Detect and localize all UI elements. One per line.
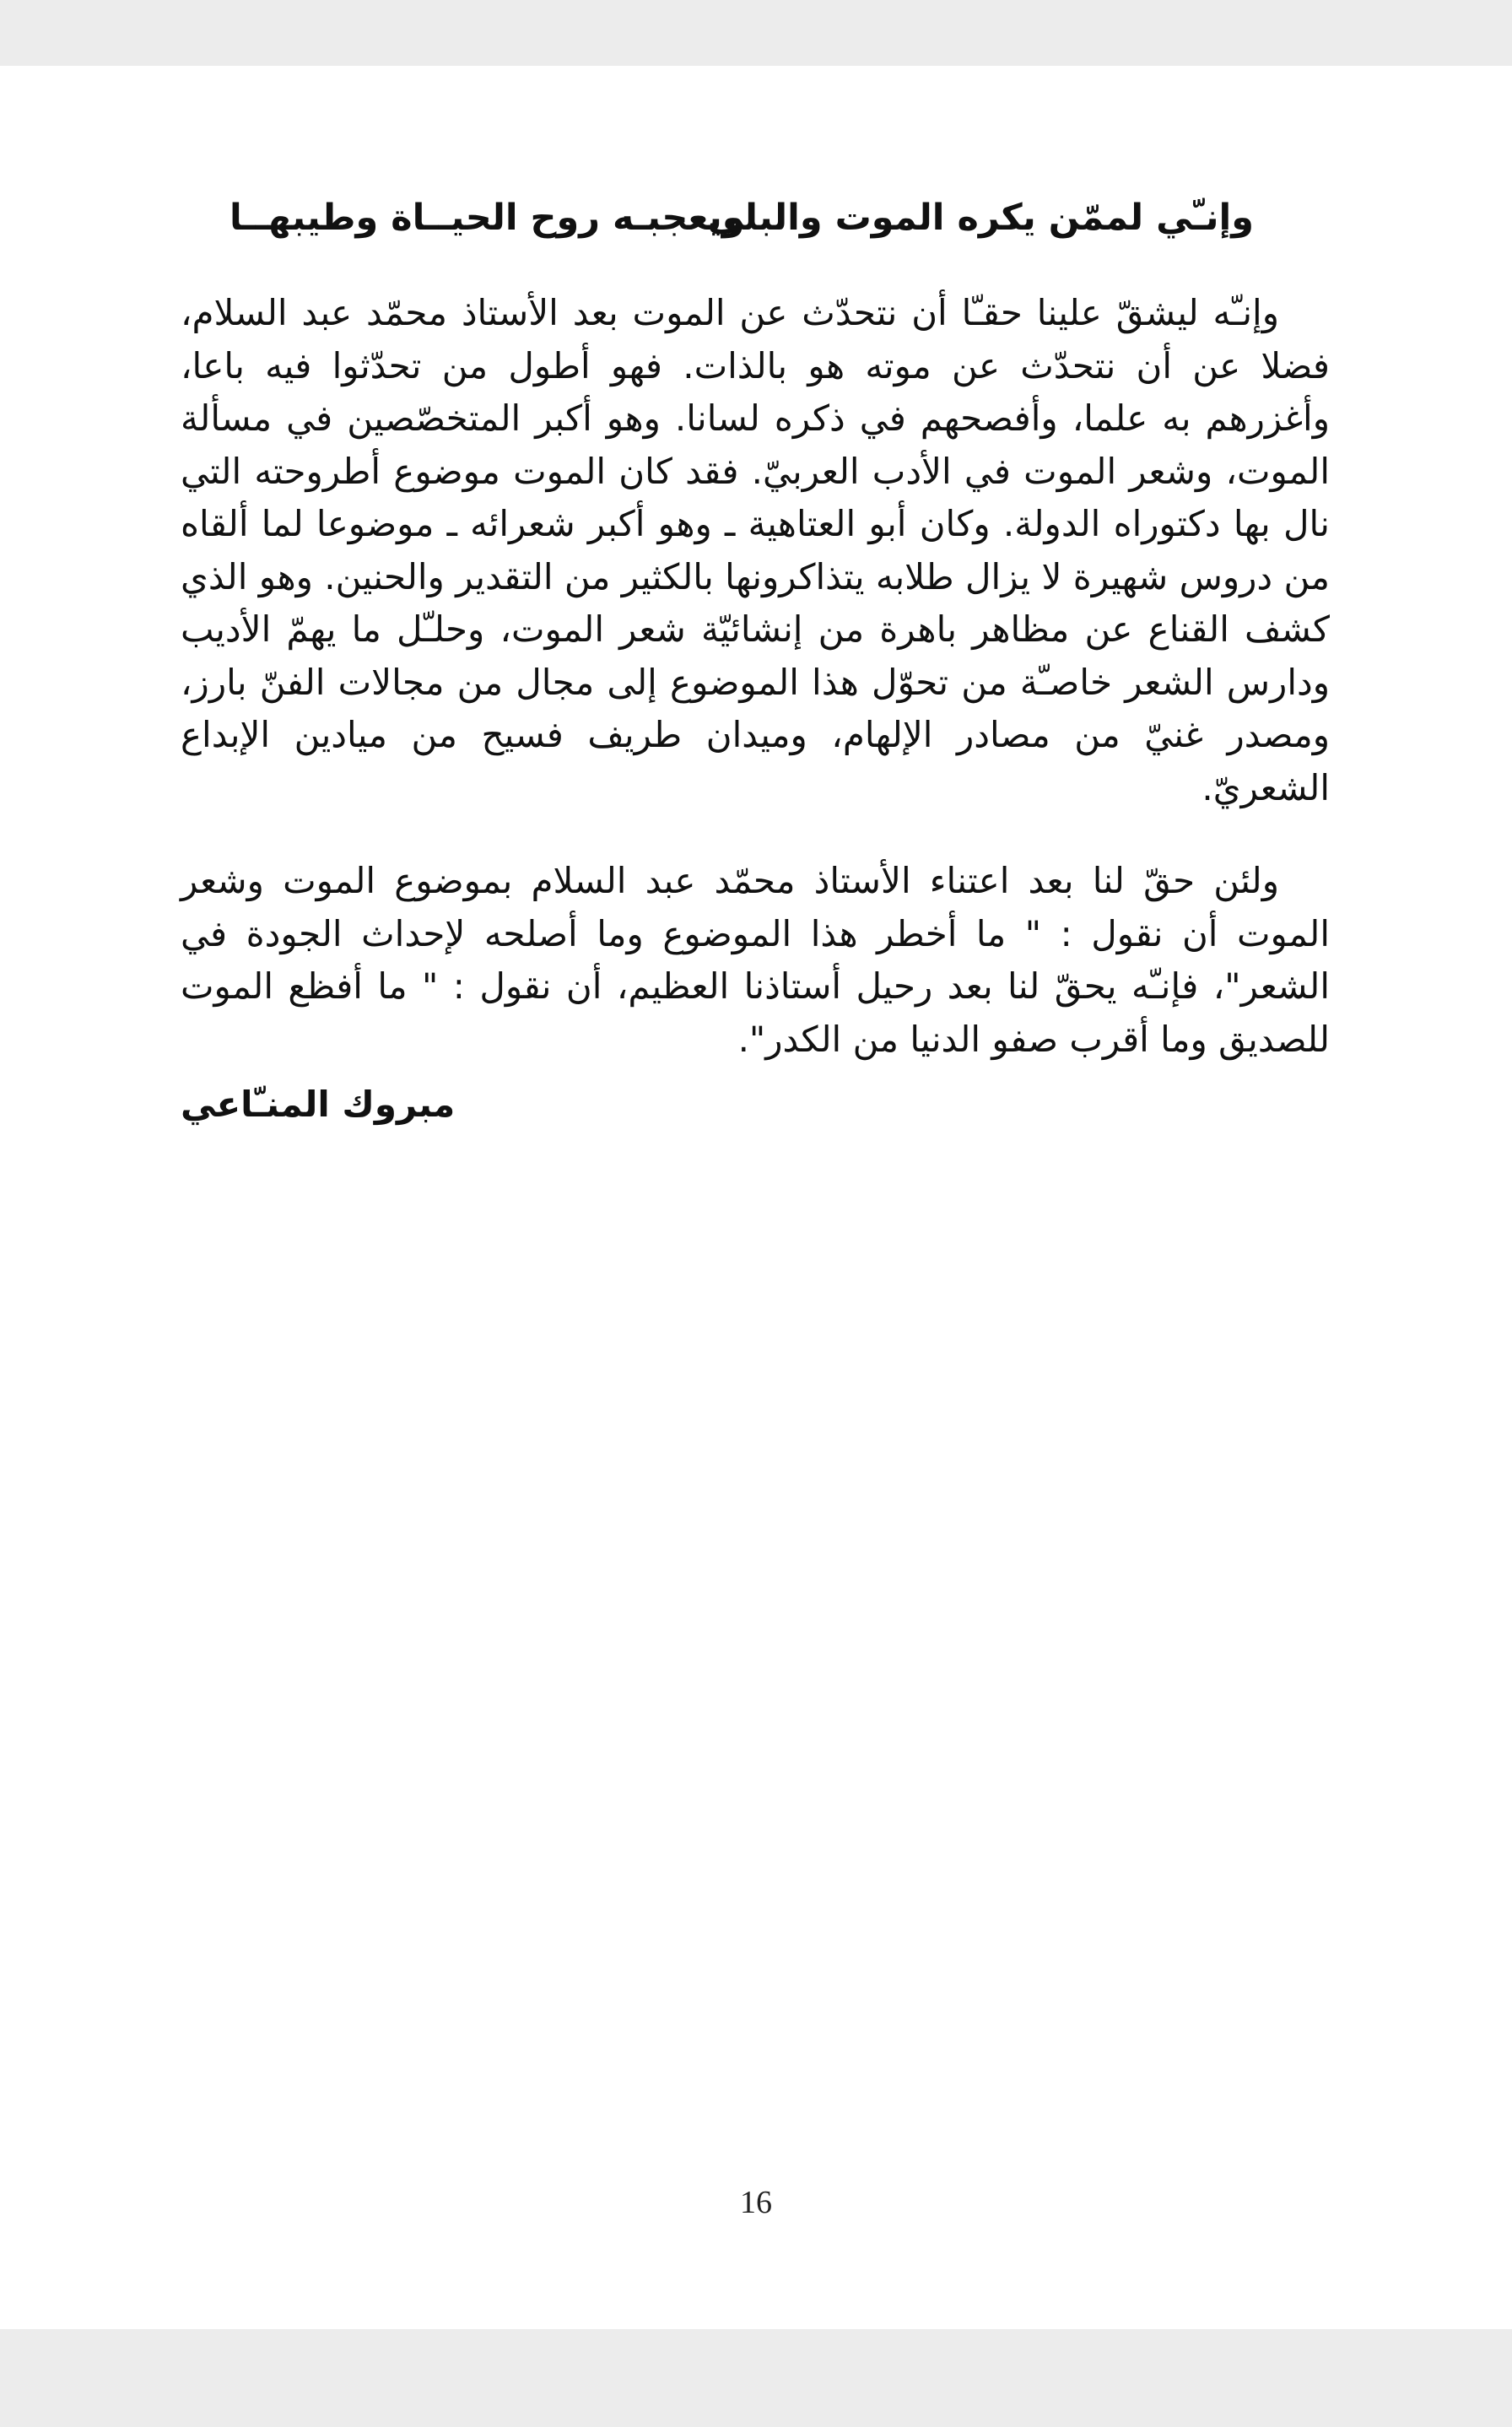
- body-paragraph-2: ولئن حقّ لنا بعد اعتناء الأستاذ محمّد عبد السلام بموضوع الموت وشعر الموت أن نقول : " ما أخطر هذا الموضوع وما أصلحه لإحداث الجودة في الشعر"، فإنـّه يحقّ لنا بعد رحيل أستاذنا العظيم، أن نقول : " ما أفظع الموت للصديق وما أقرب صفو الدنيا من الكدر".: [181, 860, 1330, 1060]
- poem-verse: [181, 188, 1330, 247]
- body-paragraph-1: وإنـّه ليشقّ علينا حقـّا أن نتحدّث عن الموت بعد الأستاذ محمّد عبد السلام، فضلا عن أن نتحدّث عن موته هو بالذات. فهو أطول من تحدّثوا فيه باعا، وأغزرهم به علما، وأفصحهم في ذكره لسانا. وهو أكبر المتخصّصين في مسألة الموت، وشعر الموت في الأدب العربيّ. فقد كان الموت موضوع أطروحته التي نال بها دكتوراه الدولة. وكان أبو العتاهية ـ وهو أكبر شعرائه ـ موضوعا لما ألقاه من دروس شهيرة لا يزال طلابه يتذاكرونها بالكثير من التقدير والحنين. وهو الذي كشف القناع عن مظاهر باهرة من إنشائيّة شعر الموت، وحلـّل ما يهمّ الأديب ودارس الشعر خاصـّة من تحوّل هذا الموضوع إلى مجال من مجالات الفنّ بارز، ومصدر غنيّ من مصادر الإلهام، وميدان طريف فسيح من ميادين الإبداع الشعريّ.: [181, 292, 1330, 808]
- verse-second-hemistich: ويعجبـه روح الحيــاة وطيبهــا: [230, 197, 745, 239]
- page-number: 16: [740, 2185, 772, 2220]
- document-page: [0, 66, 1512, 2329]
- verse-first-hemistich: وإنـّي لممّن يكره الموت والبلى: [707, 197, 1254, 239]
- author-signature: مبروك المنـّاعي: [181, 1084, 456, 1125]
